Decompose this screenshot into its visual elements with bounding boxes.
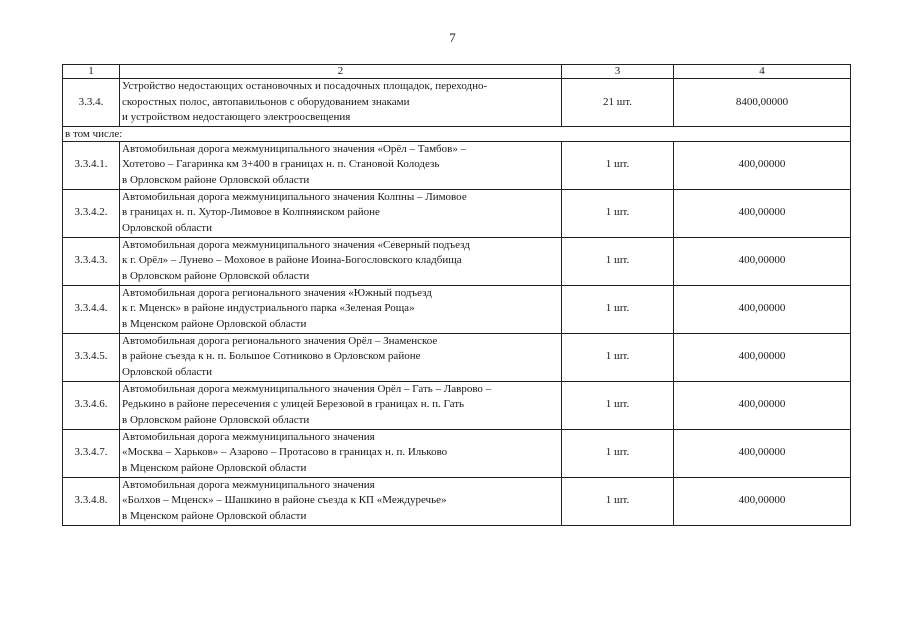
table-row (63, 189, 851, 237)
description-line: Автомобильная дорога межмуниципального значения (122, 430, 375, 443)
row-cost: 400,00000 (674, 429, 851, 477)
table-row (63, 285, 851, 333)
row-quantity: 1 шт. (562, 477, 674, 525)
row-description (120, 141, 562, 189)
description-line: в границах н. п. Хутор-Лимовое в Колпнянском районе (122, 206, 380, 219)
row-description (120, 285, 562, 333)
row-cost: 400,00000 (674, 333, 851, 381)
header-col-1: 1 (63, 65, 120, 79)
header-col-2: 2 (120, 65, 562, 79)
header-col-3: 3 (562, 65, 674, 79)
description-line: в Мценском районе Орловской области (122, 317, 307, 330)
description-line: к г. Орёл» – Лунево – Моховое в районе Иоина-Богословского кладбища (122, 254, 462, 267)
row-cost: 400,00000 (674, 285, 851, 333)
row-description (120, 189, 562, 237)
row-cost: 400,00000 (674, 237, 851, 285)
table-row (63, 477, 851, 525)
table-row (63, 381, 851, 429)
header-row (63, 65, 851, 79)
row-number: 3.3.4.1. (63, 141, 120, 189)
row-quantity: 1 шт. (562, 237, 674, 285)
roads-table (62, 64, 851, 526)
description-line: в Орловском районе Орловской области (122, 413, 310, 426)
description-line: в Мценском районе Орловской области (122, 509, 307, 522)
description-line: в Орловском районе Орловской области (122, 269, 310, 282)
description-line: к г. Мценск» в районе индустриального парка «Зеленая Роща» (122, 302, 415, 315)
row-quantity: 1 шт. (562, 141, 674, 189)
description-line: в районе съезда к н. п. Большое Сотниково в Орловском районе (122, 350, 421, 363)
row-description (120, 429, 562, 477)
row-quantity: 1 шт. (562, 333, 674, 381)
row-number: 3.3.4.7. (63, 429, 120, 477)
row-quantity: 1 шт. (562, 189, 674, 237)
description-line: Орловской области (122, 221, 212, 234)
description-line: Автомобильная дорога межмуниципального значения «Орёл – Тамбов» – (122, 142, 467, 155)
table-row (63, 333, 851, 381)
header-col-4: 4 (674, 65, 851, 79)
table-row (63, 237, 851, 285)
description-line: Автомобильная дорога межмуниципального значения Орёл – Гать – Лаврово – (122, 382, 492, 395)
description-line: Автомобильная дорога межмуниципального значения «Северный подъезд (122, 238, 470, 251)
description-line: в Орловском районе Орловской области (122, 173, 310, 186)
row-quantity: 1 шт. (562, 429, 674, 477)
row-description (120, 381, 562, 429)
description-line: скоростных полос, автопавильонов с оборудованием знаками (122, 95, 410, 108)
description-line: Автомобильная дорога регионального значения «Южный подъезд (122, 286, 432, 299)
row-cost: 400,00000 (674, 141, 851, 189)
row-quantity: 21 шт. (562, 79, 674, 127)
description-line: Автомобильная дорога межмуниципального значения Колпны – Лимовое (122, 190, 467, 203)
description-line: Редькино в районе пересечения с улицей Березовой в границах н. п. Гать (122, 398, 465, 411)
description-line: в Мценском районе Орловской области (122, 461, 307, 474)
row-cost: 400,00000 (674, 189, 851, 237)
row-description (120, 79, 562, 127)
description-line: Хотетово – Гагаринка км 3+400 в границах н. п. Становой Колодезь (122, 158, 440, 171)
description-line: и устройством недостающего электроосвещения (122, 111, 351, 123)
description-line: Автомобильная дорога регионального значения Орёл – Знаменское (122, 334, 438, 347)
table-row (63, 429, 851, 477)
subheading-row (63, 126, 851, 141)
row-quantity: 1 шт. (562, 285, 674, 333)
row-description (120, 237, 562, 285)
row-number: 3.3.4.4. (63, 285, 120, 333)
row-cost: 400,00000 (674, 381, 851, 429)
table-row (63, 141, 851, 189)
description-line: «Болхов – Мценск» – Шашкино в районе съезда к КП «Междуречье» (122, 494, 447, 507)
row-number: 3.3.4.8. (63, 477, 120, 525)
row-number: 3.3.4.3. (63, 237, 120, 285)
main-row (63, 79, 851, 127)
row-description (120, 333, 562, 381)
description-line: Автомобильная дорога межмуниципального значения (122, 478, 375, 491)
description-line: «Москва – Харьков» – Азарово – Протасово в границах н. п. Ильково (122, 446, 448, 459)
row-cost: 400,00000 (674, 477, 851, 525)
row-number: 3.3.4.6. (63, 381, 120, 429)
row-quantity: 1 шт. (562, 381, 674, 429)
row-number: 3.3.4. (63, 79, 120, 127)
row-cost: 8400,00000 (674, 79, 851, 127)
subheading: в том числе: (63, 126, 851, 141)
description-line: Орловской области (122, 365, 212, 378)
row-number: 3.3.4.5. (63, 333, 120, 381)
page-number: 7 (449, 30, 456, 45)
row-number: 3.3.4.2. (63, 189, 120, 237)
description-line: Устройство недостающих остановочных и посадочных площадок, переходно- (122, 80, 488, 92)
row-description (120, 477, 562, 525)
